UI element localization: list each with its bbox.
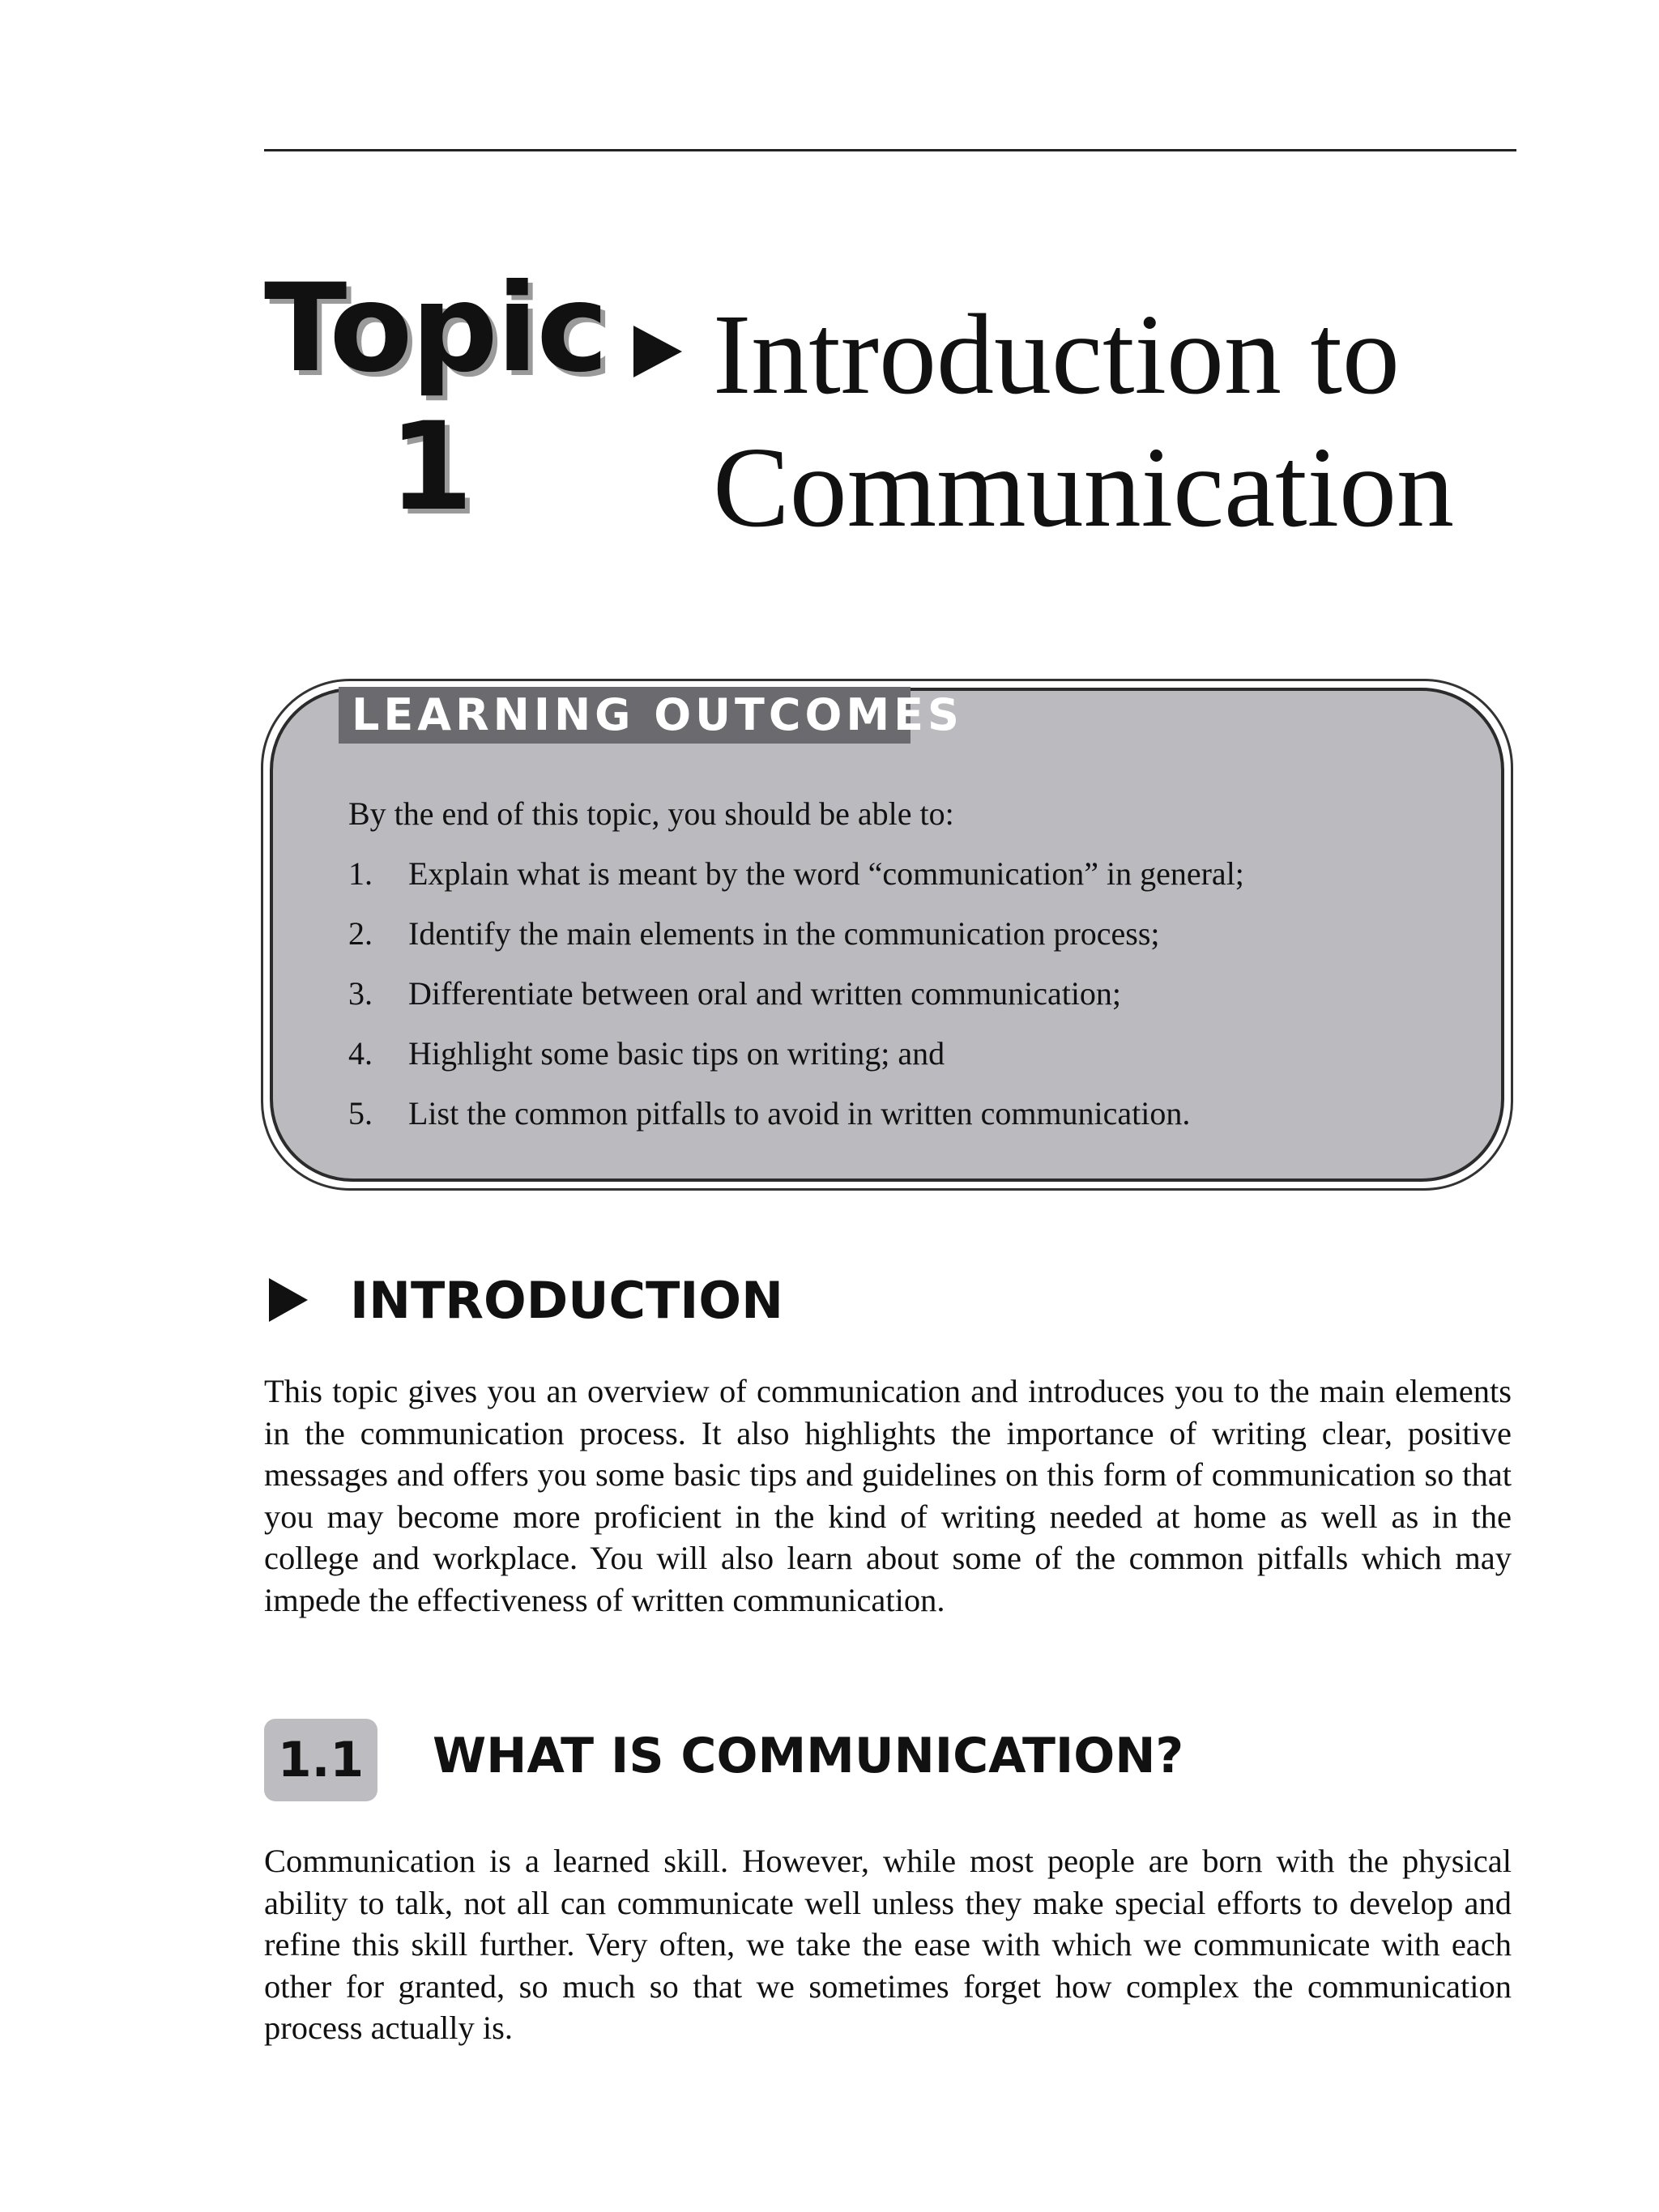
learning-outcomes-heading: LEARNING OUTCOMES	[339, 687, 911, 744]
learning-outcomes-content	[348, 784, 1466, 1144]
section-heading: WHAT IS COMMUNICATION?	[433, 1728, 1184, 1784]
topic-title	[713, 288, 1531, 553]
section-number-badge: 1.1	[264, 1719, 377, 1801]
section-paragraph: Communication is a learned skill. However, while most people are born with the physical ability to talk, not all can communicate well unless they make special efforts to develop and refine this skill further. Very often, we take the ease with which we communicate with each other for granted, so much so that we sometimes forget how complex the communication process actually is.	[264, 1843, 1512, 2046]
list-text: Differentiate between oral and written communication;	[408, 975, 1122, 1012]
topic-title-line2: Communication	[713, 423, 1455, 551]
header-rule	[264, 149, 1516, 151]
introduction-paragraph: This topic gives you an overview of communication and introduces you to the main elements in the communication process. It also highlights the importance of writing clear, positive messages and offers you some basic tips and guidelines on this form of communication so that you may become more proficient in the kind of writing needed at home as well as in the college and workplace. You will also learn about some of the common pitfalls which may impede the effectiveness of written communication.	[264, 1373, 1512, 1618]
introduction-heading: INTRODUCTION	[350, 1271, 783, 1330]
topic-word: Topic	[264, 258, 608, 399]
learning-outcomes-list	[348, 844, 1466, 1144]
learning-outcome-item	[348, 1024, 1466, 1084]
list-text: Explain what is meant by the word “communication” in general;	[408, 855, 1244, 892]
topic-label	[264, 258, 608, 538]
title-arrow-icon	[633, 326, 682, 377]
list-number: 4.	[348, 1035, 373, 1072]
topic-title-line1: Introduction to	[713, 290, 1400, 418]
list-number: 5.	[348, 1095, 373, 1132]
learning-outcome-item	[348, 1084, 1466, 1144]
list-text: Identify the main elements in the communication process;	[408, 915, 1160, 952]
learning-outcome-item	[348, 844, 1466, 904]
list-number: 2.	[348, 915, 373, 952]
list-text: Highlight some basic tips on writing; and	[408, 1035, 945, 1072]
learning-outcome-item	[348, 904, 1466, 964]
learning-outcome-item	[348, 964, 1466, 1024]
list-text: List the common pitfalls to avoid in written communication.	[408, 1095, 1191, 1132]
list-number: 1.	[348, 855, 373, 892]
topic-number: 1	[388, 397, 472, 538]
learning-outcomes-intro: By the end of this topic, you should be able to:	[348, 795, 954, 832]
list-number: 3.	[348, 975, 373, 1012]
section-arrow-icon	[269, 1278, 308, 1322]
